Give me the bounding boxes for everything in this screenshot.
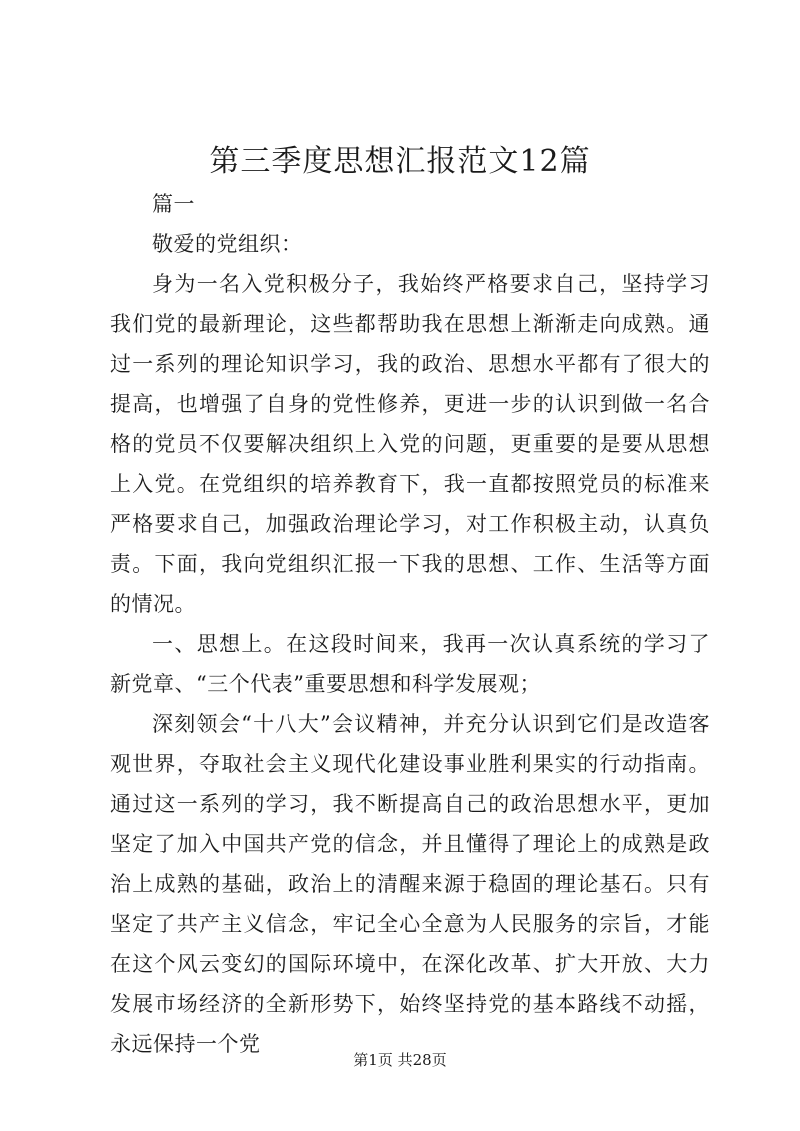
body-paragraph: 深刻领会“十八大”会议精神，并充分认识到它们是改造客观世界，夺取社会主义现代化建设事业胜利果实的行动指南。通过这一系列的学习，我不断提高自己的政治思想水平，更加坚定了加入中国共产党的信念，并且懂得了理论上的成熟是政治上成熟的基础，政治上的清醒来源于稳固的理论基石。只有坚定了共产主义信念，牢记全心全意为人民服务的宗旨，才能在这个风云变幻的国际环境中，在深化改革、扩大开放、大力发展市场经济的全新形势下，始终坚持党的基本路线不动摇，永远保持一个党 [110,712,710,1056]
document-body [110,184,710,1064]
document-title: 第三季度思想汇报范文12篇 [209,144,591,179]
body-paragraph: 身为一名入党积极分子，我始终严格要求自己，坚持学习我们党的最新理论，这些都帮助我在思想上渐渐走向成熟。通过一系列的理论知识学习，我的政治、思想水平都有了很大的提高，也增强了自身的党性修养，更进一步的认识到做一名合格的党员不仅要解决组织上入党的问题，更重要的是要从思想上入党。在党组织的培养教育下，我一直都按照党员的标准来严格要求自己，加强政治理论学习，对工作积极主动，认真负责。下面，我向党组织汇报一下我的思想、工作、生活等方面的情况。 [110,272,710,616]
body-paragraph: 一、思想上。在这段时间来，我再一次认真系统的学习了新党章、“三个代表”重要思想和科学发展观； [110,632,710,696]
section-heading: 篇一 [152,192,195,216]
salutation: 敬爱的党组织： [152,232,303,256]
page-footer: 第1页 共28页 [353,1051,447,1069]
